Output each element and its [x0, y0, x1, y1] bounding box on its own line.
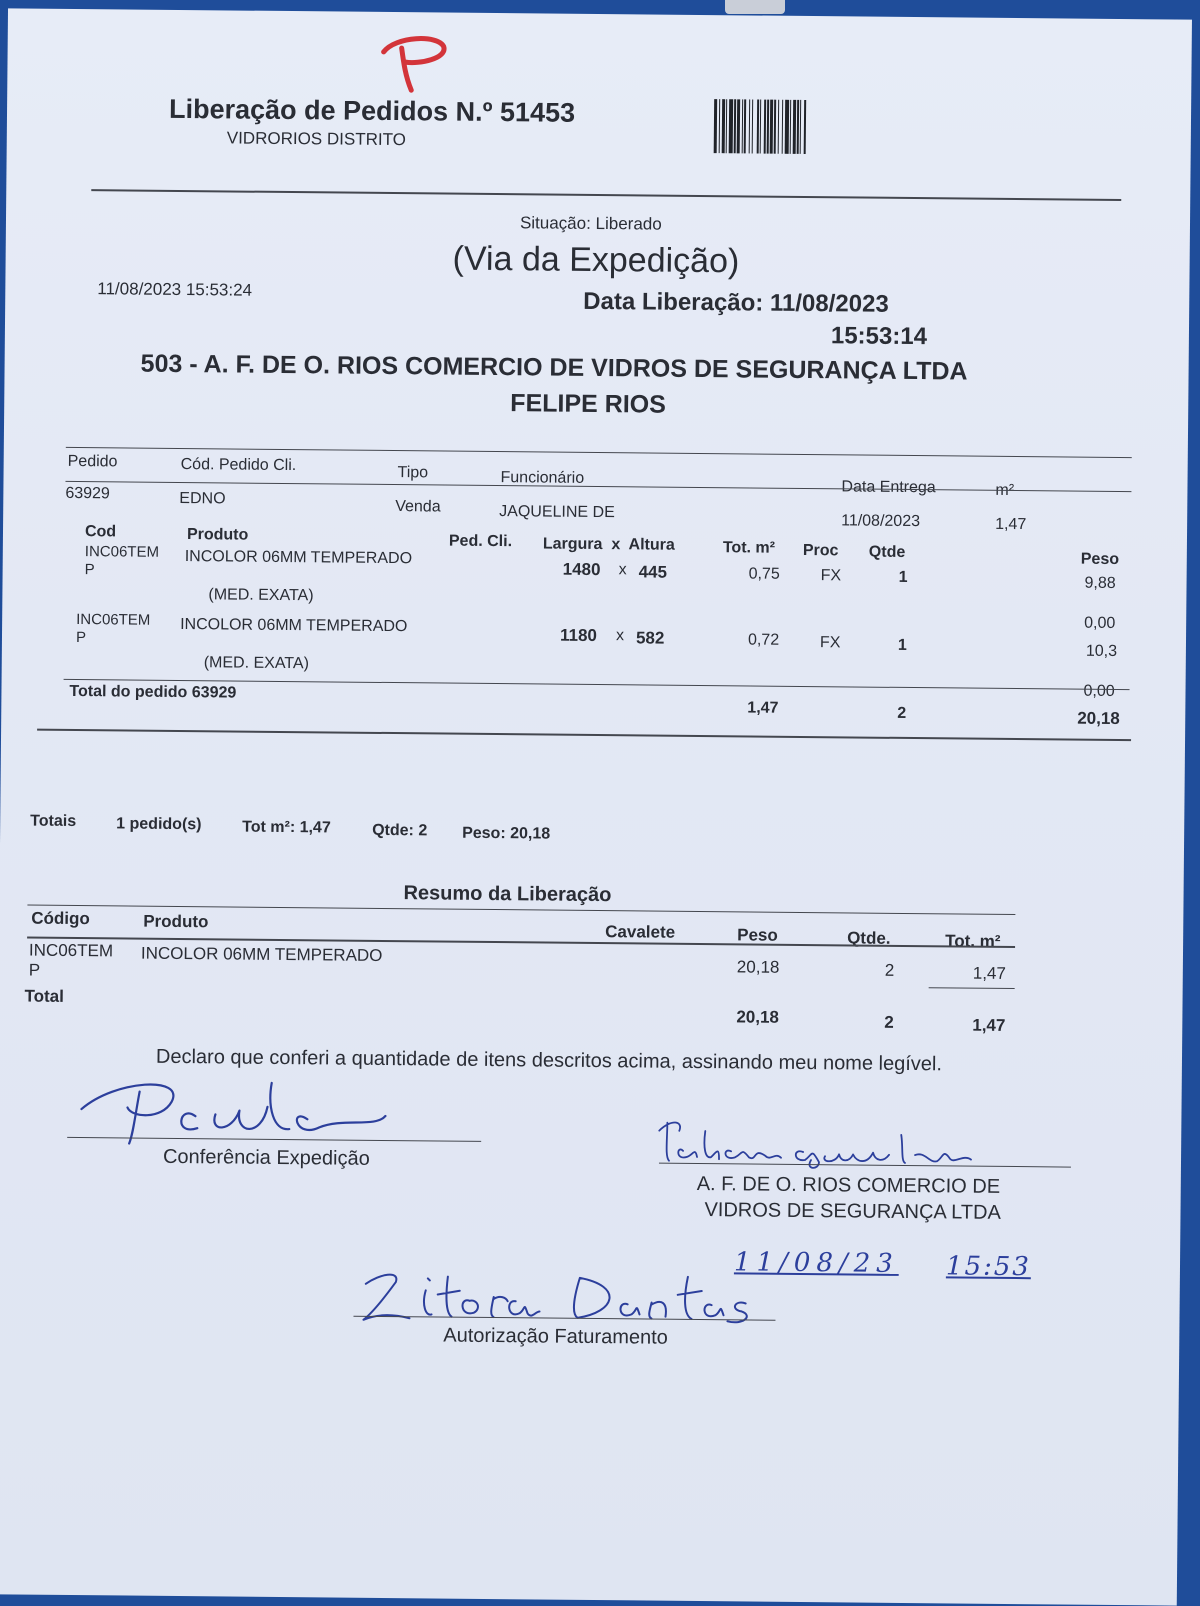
item-header-largura-altura: Largura x Altura	[542, 535, 675, 554]
item-2-peso-extra: 0,00	[1083, 682, 1115, 700]
resumo-header-tot-m2: Tot. m²	[945, 931, 1001, 951]
item-1-altura: 445	[638, 562, 668, 582]
totais-label: Totais	[30, 812, 77, 831]
company-name: VIDRORIOS DISTRITO	[226, 128, 407, 150]
totais-pedidos: 1 pedido(s)	[116, 815, 202, 834]
item-header-qtde: Qtde	[868, 543, 906, 561]
totais-peso: Peso: 20,18	[462, 824, 551, 843]
item-2-largura: 1180	[559, 625, 598, 645]
item-2-proc: FX	[819, 634, 841, 652]
autorizacao-label: Autorização Faturamento	[443, 1324, 668, 1349]
resumo-row-tot-m2: 1,47	[972, 963, 1006, 983]
handwritten-date: 11/08/23	[733, 1247, 899, 1279]
resumo-total-label: Total	[24, 986, 64, 1006]
resumo-title: Resumo da Liberação	[403, 882, 612, 907]
col-header-tipo: Tipo	[397, 464, 429, 482]
item-1-largura: 1480	[562, 559, 601, 580]
resumo-total-peso: 20,18	[736, 1007, 780, 1027]
item-1-produto: INCOLOR 06MM TEMPERADO	[184, 548, 413, 568]
order-pedido: 63929	[65, 484, 110, 503]
col-header-funcionario: Funcionário	[500, 469, 585, 487]
item-1-x: x	[618, 561, 627, 579]
resumo-row-produto: INCOLOR 06MM TEMPERADO	[140, 943, 383, 965]
item-header-tot-m2: Tot. m²	[722, 539, 776, 557]
item-2-altura: 582	[635, 628, 665, 648]
order-total-qtde: 2	[897, 704, 907, 722]
handwritten-red-mark	[375, 28, 456, 99]
client-contact: FELIPE RIOS	[510, 389, 666, 419]
item-header-peso: Peso	[1080, 550, 1120, 569]
order-total-peso: 20,18	[1077, 708, 1120, 729]
item-2-cod-line1: INC06TEM	[76, 610, 151, 629]
resumo-total-m2: 1,47	[972, 1015, 1006, 1035]
declaration-text: Declaro que conferi a quantidade de itens descritos acima, assinando meu nome legível.	[155, 1045, 943, 1076]
resumo-total-divider	[929, 987, 1015, 989]
order-data-entrega: 11/08/2023	[841, 512, 921, 531]
item-header-proc: Proc	[802, 541, 839, 560]
item-1-proc: FX	[820, 567, 842, 585]
item-1-obs: (MED. EXATA)	[208, 586, 314, 605]
data-liberacao-label	[583, 288, 889, 319]
resumo-header-qtde: Qtde.	[847, 928, 891, 948]
item-header-cod: Cod	[84, 523, 117, 541]
item-header-produto: Produto	[186, 526, 249, 544]
order-m2: 1,47	[995, 515, 1027, 534]
clipboard-clip	[725, 0, 785, 14]
conferencia-label: Conferência Expedição	[162, 1145, 370, 1170]
page-title: Liberação de Pedidos N.º 51453	[168, 93, 576, 128]
order-section-divider	[37, 729, 1131, 742]
item-2-obs: (MED. EXATA)	[203, 654, 310, 673]
col-header-data-entrega: Data Entrega	[841, 478, 936, 497]
item-2-qtde: 1	[897, 636, 907, 654]
resumo-header-peso: Peso	[737, 925, 778, 945]
resumo-header-produto: Produto	[143, 911, 209, 932]
resumo-row-qtde: 2	[884, 960, 895, 980]
totais-qtde: Qtde: 2	[372, 821, 428, 840]
data-liberacao-date: 11/08/2023	[769, 289, 889, 318]
item-1-cod-line2: P	[84, 561, 95, 579]
company-signature-line2: VIDROS DE SEGURANÇA LTDA	[704, 1199, 1001, 1224]
resumo-row-codigo-line1: INC06TEM	[28, 940, 114, 961]
resumo-row-codigo-line2: P	[28, 960, 41, 980]
item-header-ped-cli: Ped. Cli.	[448, 532, 513, 551]
resumo-header-codigo: Código	[31, 908, 90, 929]
item-1-tot-m2: 0,75	[748, 565, 780, 583]
order-total-label: Total do pedido 63929	[69, 682, 237, 702]
item-1-peso: 9,88	[1084, 574, 1116, 592]
handwritten-time: 15:53	[945, 1251, 1032, 1283]
col-header-pedido: Pedido	[67, 452, 118, 471]
order-total-m2: 1,47	[747, 699, 779, 717]
printed-timestamp: 11/08/2023 15:53:24	[97, 279, 253, 300]
via-title: (Via da Expedição)	[452, 239, 740, 281]
item-1-qtde: 1	[898, 568, 908, 586]
col-header-cod-pedido-cli: Cód. Pedido Cli.	[180, 455, 297, 475]
item-1-peso-extra: 0,00	[1084, 614, 1116, 632]
item-2-x: x	[615, 627, 625, 645]
data-liberacao-label-text: Data Liberação:	[583, 287, 764, 317]
resumo-total-qtde: 2	[884, 1012, 894, 1032]
item-2-peso: 10,3	[1085, 642, 1118, 660]
barcode-bar	[806, 100, 808, 154]
item-2-produto: INCOLOR 06MM TEMPERADO	[180, 615, 408, 636]
company-signature-line1: A. F. DE O. RIOS COMERCIO DE	[696, 1172, 1001, 1198]
header-divider	[91, 189, 1121, 201]
order-funcionario: JAQUELINE DE	[499, 503, 615, 522]
item-1-cod-line1: INC06TEM	[84, 543, 160, 561]
resumo-row-peso: 20,18	[736, 957, 780, 977]
client-name: 503 - A. F. DE O. RIOS COMERCIO DE VIDROS DE SEGURANÇA LTDA	[140, 349, 968, 386]
item-2-tot-m2: 0,72	[747, 631, 780, 649]
order-cod-pedido-cli: EDNO	[179, 489, 226, 508]
document-page	[0, 8, 1192, 1605]
data-liberacao-time: 15:53:14	[830, 322, 928, 351]
totais-tot-m2: Tot m²: 1,47	[242, 818, 331, 837]
item-2-cod-line2: P	[75, 628, 87, 647]
situacao-text: Situação: Liberado	[519, 213, 662, 234]
barcode	[714, 99, 899, 155]
order-tipo: Venda	[395, 498, 441, 516]
col-header-m2: m²	[995, 481, 1015, 499]
resumo-header-cavalete: Cavalete	[605, 922, 676, 942]
signature-autorizacao	[355, 1260, 756, 1334]
